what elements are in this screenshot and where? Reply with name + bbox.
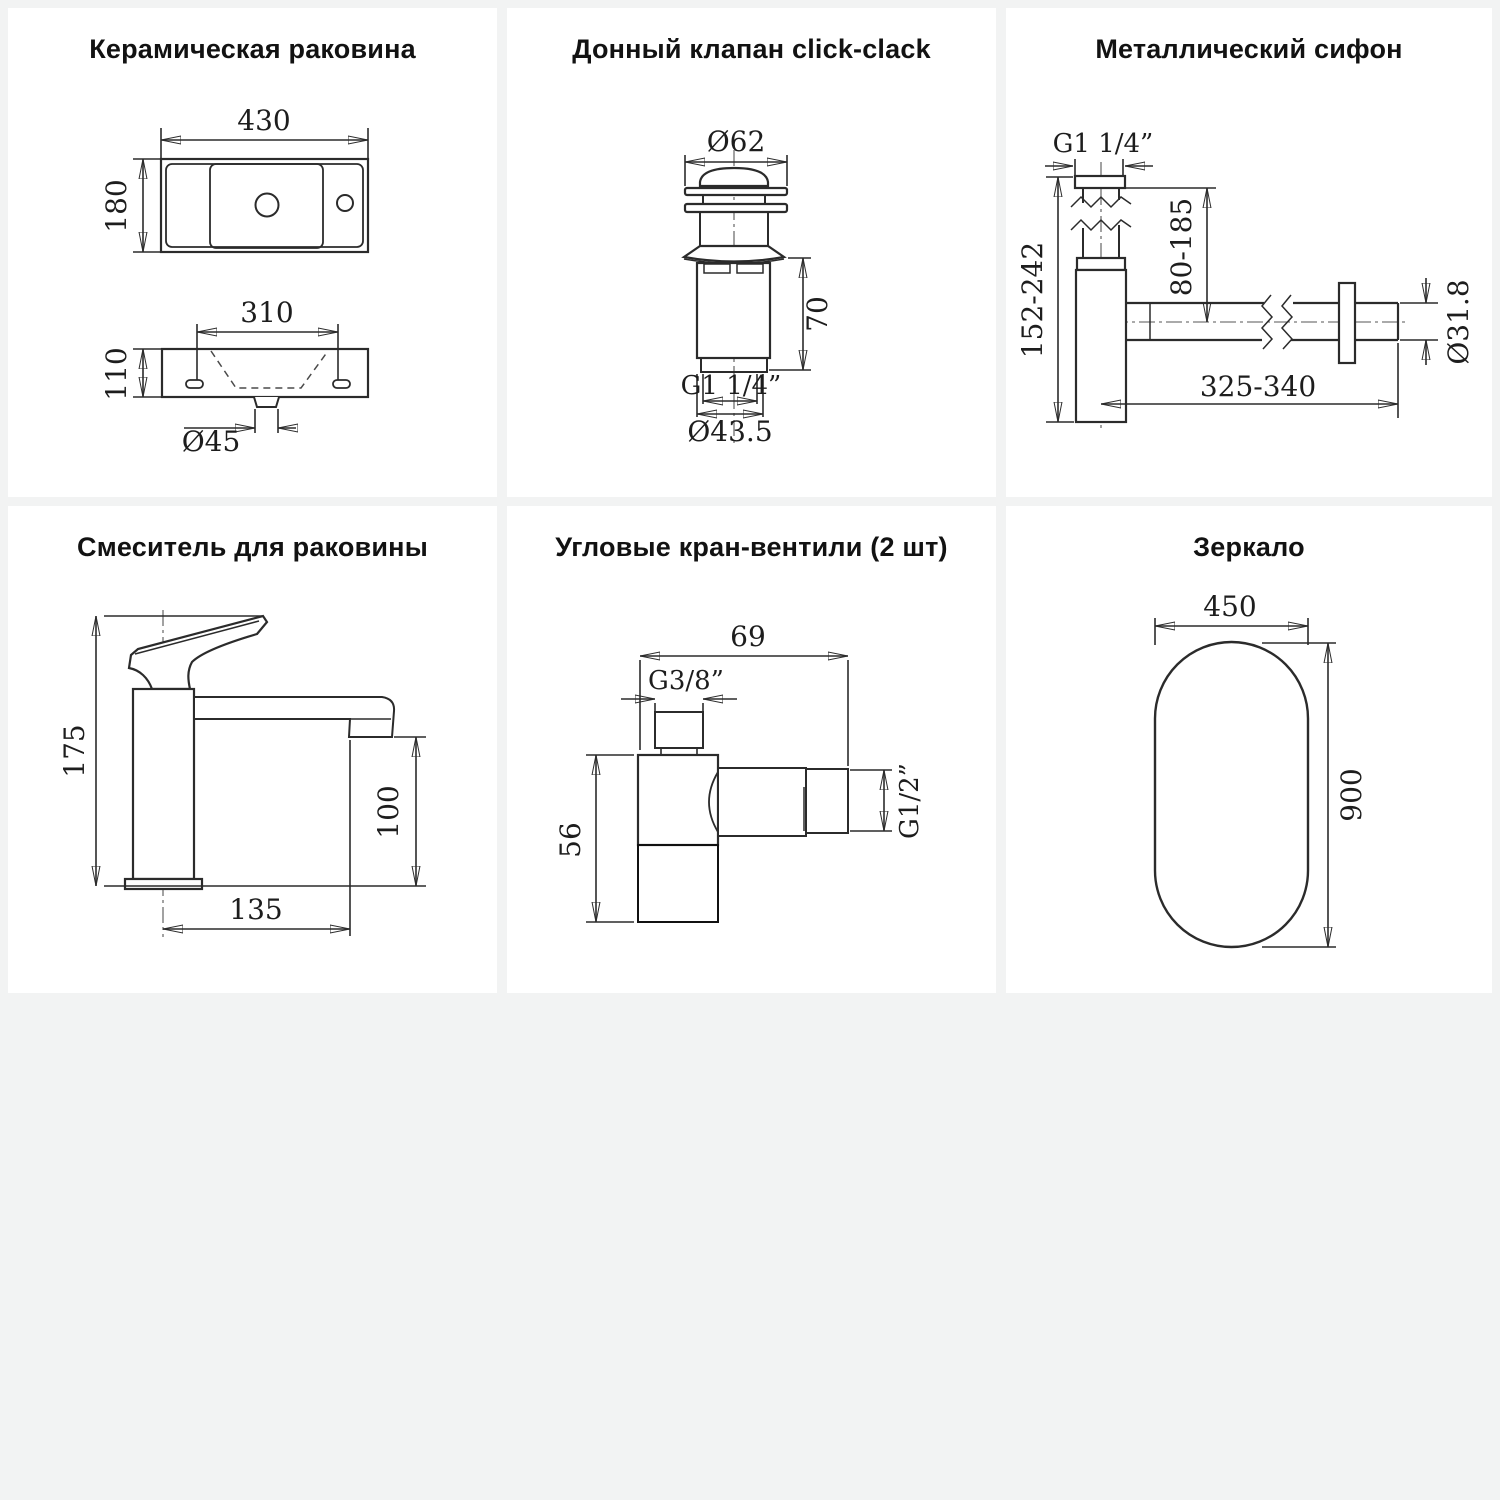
dimension-56: [554, 755, 634, 922]
dimension-inlet-g38: [621, 666, 737, 712]
sink-height-label: 180: [100, 179, 133, 233]
dimension-pipe-31-8: [1400, 278, 1475, 365]
valve-body-height-label: 70: [801, 296, 834, 332]
sink-top-view: [161, 159, 368, 252]
panel-basin-mixer: [8, 506, 497, 993]
mixer-drawing: [8, 506, 497, 993]
sink-side-view: [162, 349, 368, 407]
angle-valve-body: [638, 712, 848, 922]
dimension-430: [161, 104, 368, 159]
mirror-height-label: 900: [1335, 768, 1368, 822]
siphon-length-label: 325-340: [1199, 370, 1317, 403]
siphon-pipe-diameter-label: Ø31.8: [1442, 279, 1475, 365]
panel-title-valve: Донный клапан click-clack: [572, 34, 931, 64]
panel-title-sink: Керамическая раковина: [89, 34, 416, 64]
siphon-thread-label: G1 1/4”: [1052, 129, 1154, 159]
valve-thread-label: G1 1/4”: [680, 371, 782, 401]
dimension-152-242: [1016, 177, 1074, 422]
mirror-width-label: 450: [1203, 590, 1257, 623]
sink-drain-label: Ø45: [181, 425, 241, 458]
panel-ceramic-sink: [8, 8, 497, 497]
angle-valve-width-label: 69: [730, 620, 766, 653]
dimension-175: [58, 616, 426, 886]
mixer-body: [125, 616, 394, 889]
mirror-drawing: [1006, 506, 1492, 993]
panel-angle-valves: [507, 506, 996, 993]
siphon-height-label: 152-242: [1016, 241, 1049, 359]
siphon-drawing: [1006, 8, 1492, 497]
dimension-thread-g114: [681, 371, 782, 448]
angle-valve-inlet-label: G3/8”: [648, 666, 724, 696]
mixer-height-label: 175: [58, 724, 91, 778]
dimension-110: [100, 347, 162, 400]
angle-valve-height-label: 56: [554, 822, 587, 858]
mixer-spout-reach-label: 135: [229, 893, 283, 926]
sink-drawing: [8, 8, 497, 497]
dimension-70: [769, 258, 834, 370]
mixer-spout-height-label: 100: [372, 785, 405, 839]
dimension-thread-g114: [1045, 129, 1153, 175]
panel-title-angle-valves: Угловые кран-вентили (2 шт): [555, 532, 948, 562]
sink-hole-span-label: 310: [240, 296, 294, 329]
sink-width-label: 430: [237, 104, 291, 137]
mirror-outline: [1155, 642, 1308, 947]
valve-cap-label: Ø62: [706, 125, 766, 158]
angle-valve-drawing: [507, 506, 996, 993]
panel-title-mirror: Зеркало: [1193, 532, 1305, 562]
dimension-450: [1155, 590, 1308, 645]
dimension-180: [100, 159, 161, 252]
angle-valve-outlet-label: G1/2”: [895, 763, 925, 839]
panel-mirror: [1006, 506, 1492, 993]
panel-title-siphon: Металлический сифон: [1095, 34, 1403, 64]
panel-click-clack-valve: [507, 8, 996, 497]
dimension-outlet-g12: [850, 763, 925, 839]
sink-depth-label: 110: [100, 347, 133, 401]
panel-metal-siphon: [1006, 8, 1492, 497]
valve-body: [684, 168, 787, 372]
valve-drawing: [507, 8, 996, 497]
dimension-100: [372, 737, 426, 886]
panel-title-mixer: Смеситель для раковины: [77, 532, 428, 562]
dimension-drain-45: [182, 409, 296, 458]
valve-outer-label: Ø43.5: [687, 415, 773, 448]
siphon-riser-label: 80-185: [1165, 197, 1198, 297]
